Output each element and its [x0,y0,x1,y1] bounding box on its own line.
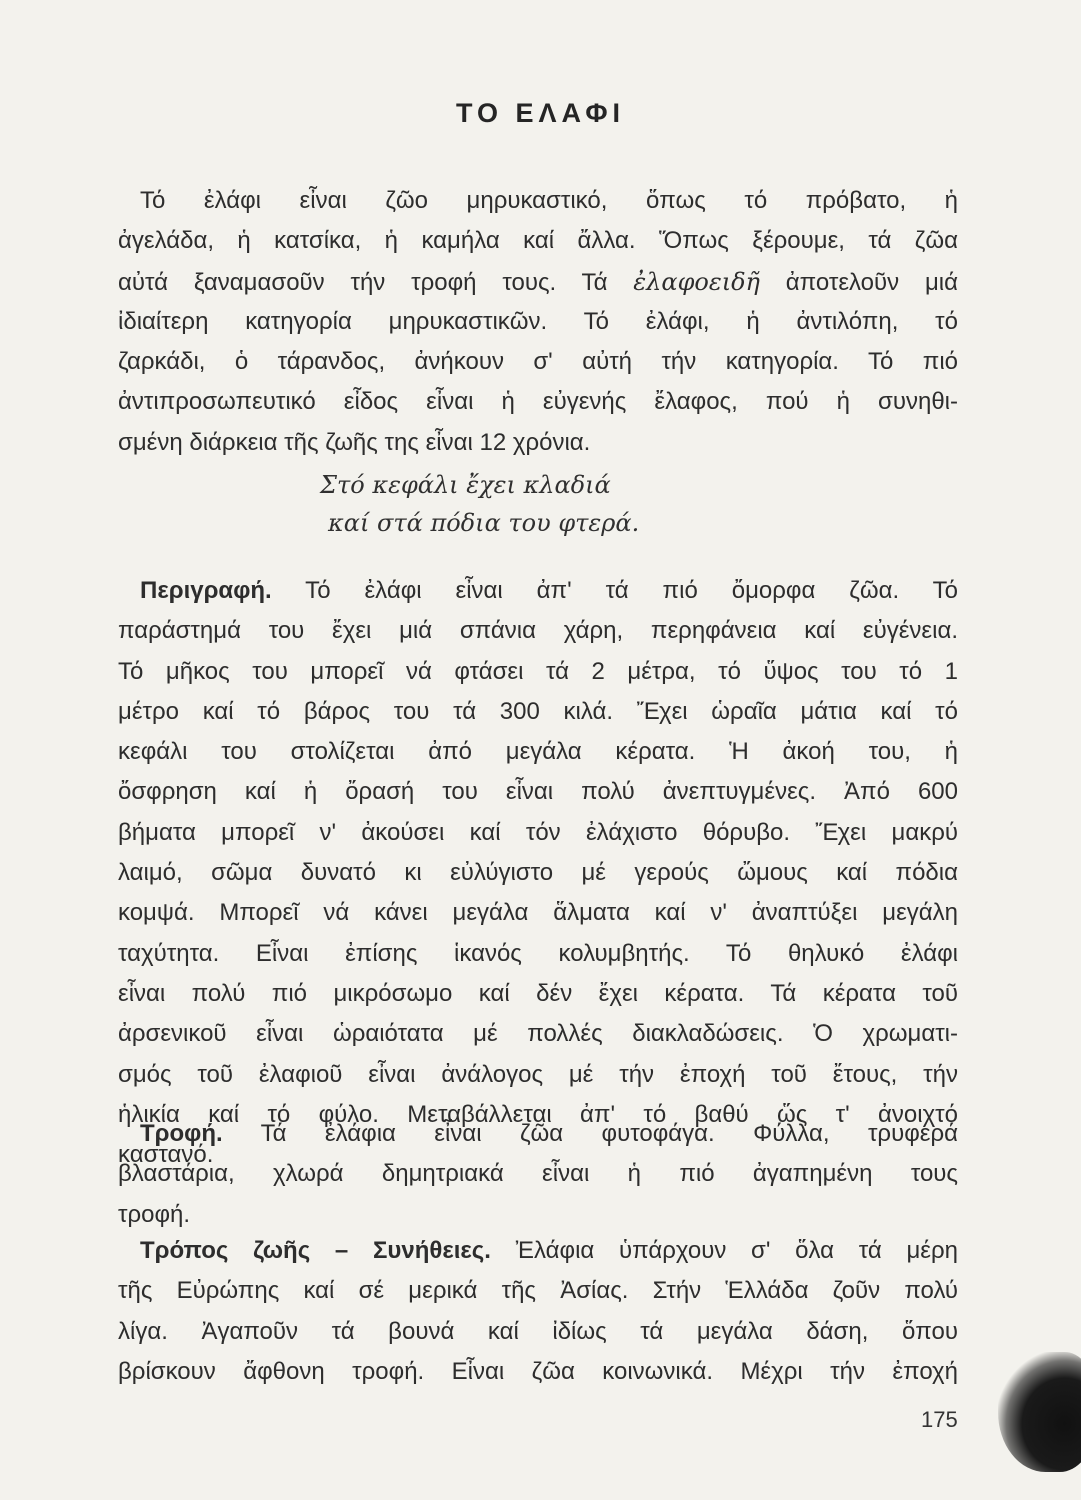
text-line: βλαστάρια, χλωρά δημητριακά εἶναι ἡ πιό ἀγαπημένη τους [118,1160,958,1188]
text-line [118,1114,958,1154]
description-paragraph [118,571,958,1175]
text-run: Ἐλάφια ὑπάρχουν σ' ὅλα τά μέρη [490,1237,959,1264]
text-line: Τό ἐλάφι εἶναι ζῶο μηρυκαστικό, ὅπως τό πρόβατο, ἡ [140,187,958,214]
text-line: καστανό. [118,1141,214,1169]
text-line: ὄσφρηση καί ἡ ὄρασή του εἶναι πολύ ἀνεπτυγμένες. Ἀπό 600 [118,778,958,806]
text-line: μέτρο καί τό βάρος του τά 300 κιλά. Ἔχει ὡραῖα μάτια καί τό [118,697,958,725]
text-run: αὐτά ξαναμασοῦν τήν τροφή τους. Τά [118,268,634,296]
text-run: Τά ἐλάφια εἶναι ζῶα φυτοφάγα. Φύλλα, τρυφερά [222,1120,958,1147]
text-line: Τό μῆκος του μπορεῖ νά φτάσει τά 2 μέτρα, τό ὕψος του τό 1 [118,657,958,685]
text-line: ἰδιαίτερη κατηγορία μηρυκαστικῶν. Τό ἐλάφι, ἡ ἀντιλόπη, τό [118,307,958,335]
section-heading: Τρόπος ζωῆς – Συνήθειες. [140,1237,491,1264]
text-line: λαιμό, σῶμα δυνατό κι εὐλύγιστο μέ γερούς ὤμους καί πόδια [118,859,958,887]
text-line: βήματα μπορεῖ ν' ἀκούσει καί τόν ἐλάχιστο θόρυβο. Ἔχει μακρύ [118,818,958,846]
text-line: κομψά. Μπορεῖ νά κάνει μεγάλα ἅλματα καί ν' ἀναπτύξει μεγάλη [118,899,958,927]
text-line: σμένη διάρκεια τῆς ζωῆς της εἶναι 12 χρόνια. [118,428,591,456]
text-line: ἀντιπροσωπευτικό εἶδος εἶναι ἡ εὐγενής ἔλαφος, πού ἡ συνηθι- [118,388,958,416]
text-run: ἀποτελοῦν μιά [759,268,958,296]
text-line: λίγα. Ἀγαποῦν τά βουνά καί ἰδίως τά μεγάλα δάση, ὅπου [118,1317,958,1345]
verse-riddle [320,466,639,542]
text-line [118,262,958,302]
page-title: ΤΟ ΕΛΑΦΙ [456,98,625,128]
text-line: τῆς Εὐρώπης καί σέ μερικά τῆς Ἀσίας. Στήν Ἑλλάδα ζοῦν πολύ [118,1277,958,1305]
text-line: κεφάλι του στολίζεται ἀπό μεγάλα κέρατα. Ἡ ἀκοή του, ἡ [118,738,958,766]
section-heading: Τροφή. [140,1120,223,1147]
text-line: ἡλικία καί τό φύλο. Μεταβάλλεται ἀπ' τό βαθύ ὥς τ' ἀνοιχτό [118,1100,958,1128]
ink-blot-icon [998,1352,1081,1472]
text-run: Τό ἐλάφι εἶναι ἀπ' τά πιό ὄμορφα ζῶα. Τό [271,577,958,604]
text-line: ἀρσενικοῦ εἶναι ὡραιότατα μέ πολλές διακλαδώσεις. Ὁ χρωματι- [118,1020,958,1048]
text-line [118,1231,958,1271]
verse-line: Στό κεφάλι ἔχει κλαδιά [320,471,611,499]
text-line: σμός τοῦ ἐλαφιοῦ εἶναι ἀνάλογος μέ τήν ἐποχή τοῦ ἔτους, τήν [118,1060,958,1088]
text-line: παράστημά του ἔχει μιά σπάνια χάρη, περηφάνεια καί εὐγένεια. [118,617,958,645]
intro-paragraph [118,181,958,463]
text-line: ταχύτητα. Εἶναι ἐπίσης ἱκανός κολυμβητής. Τό θηλυκό ἐλάφι [118,939,958,967]
page-number: 175 [921,1407,958,1432]
text-line: ἀγελάδα, ἡ κατσίκα, ἡ καμήλα καί ἄλλα. Ὅπως ξέρουμε, τά ζῶα [118,227,958,255]
text-line: ζαρκάδι, ὁ τάρανδος, ἀνήκουν σ' αὐτή τήν κατηγορία. Τό πιό [118,348,958,376]
text-line: βρίσκουν ἄφθονη τροφή. Εἶναι ζῶα κοινωνικά. Μέχρι τήν ἐποχή [118,1357,958,1385]
text-line [118,571,958,611]
food-paragraph [118,1114,958,1235]
habits-paragraph [118,1231,958,1392]
italic-term: ἐλαφοειδῆ [633,267,760,296]
verse-line: καί στά πόδια του φτερά. [328,509,640,537]
text-line: τροφή. [118,1200,191,1228]
section-heading: Περιγραφή. [140,577,272,604]
text-line: εἶναι πολύ πιό μικρόσωμο καί δέν ἔχει κέρατα. Τά κέρατα τοῦ [118,979,958,1007]
